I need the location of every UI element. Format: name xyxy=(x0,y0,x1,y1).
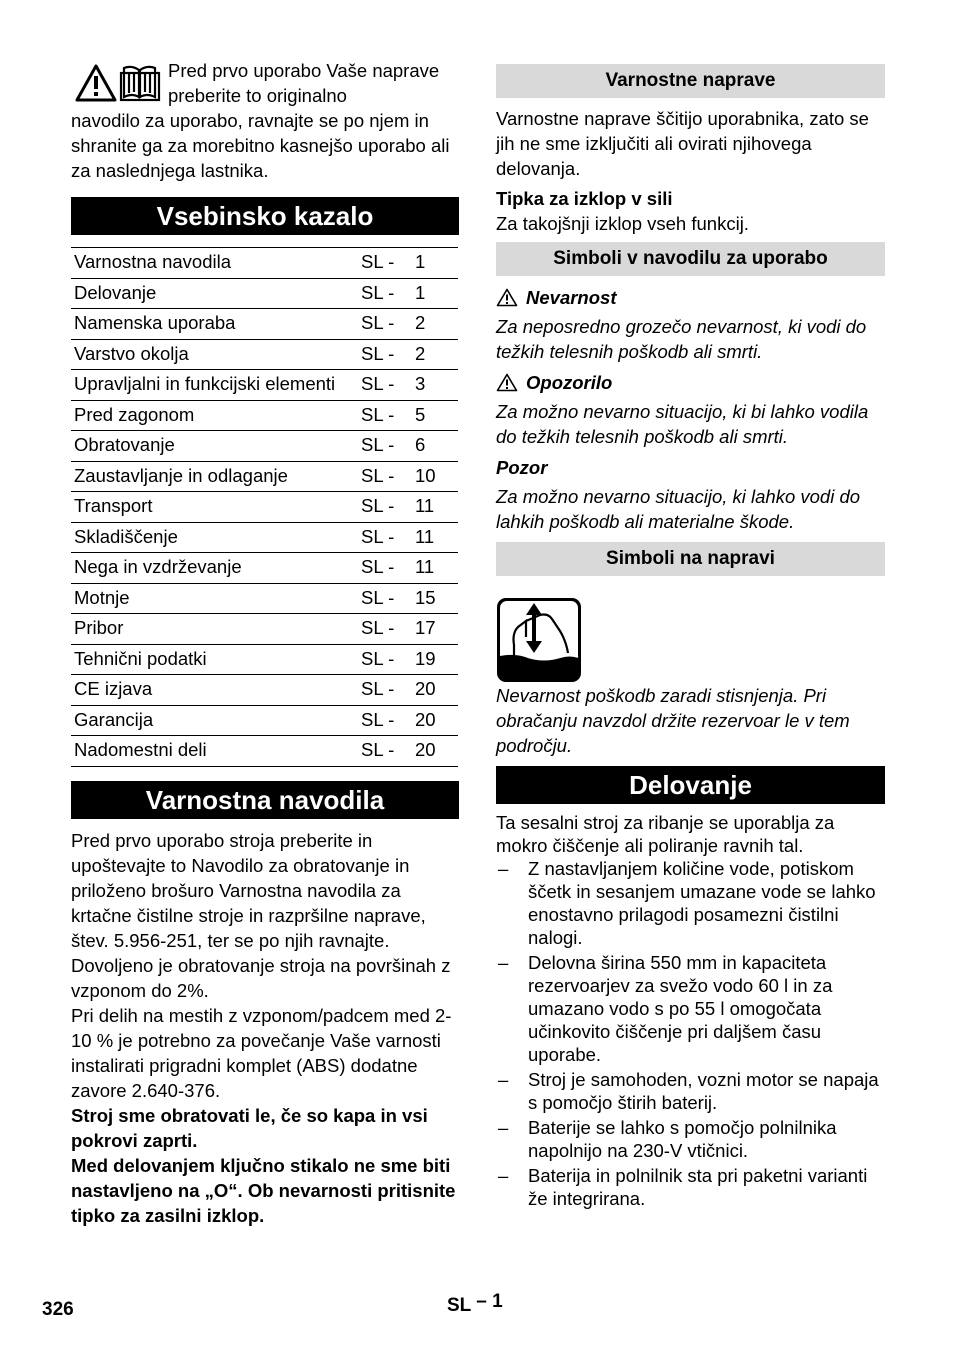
list-item: – Baterije se lahko s pomočjo polnilnika napolnijo na 230-V vtičnici. xyxy=(496,1116,885,1162)
toc-entry-page: 11 xyxy=(412,553,458,584)
toc-entry-title: Tehnični podatki xyxy=(71,644,361,675)
toc-row xyxy=(71,461,458,492)
toc-entry-title: Garancija xyxy=(71,705,361,736)
pinch-warning-text: Nevarnost poškodb zaradi stisnjenja. Pri obračanju navzdol držite rezervoar le v tem področju. xyxy=(496,685,850,756)
toc-entry-section: SL - xyxy=(361,248,412,279)
safety-title: Varnostna navodila xyxy=(71,781,459,819)
toc-entry-section: SL - xyxy=(361,309,412,340)
toc-title: Vsebinsko kazalo xyxy=(71,197,459,235)
toc-entry-page: 6 xyxy=(412,431,458,462)
footer-lang: SL xyxy=(447,1295,471,1316)
manual-book-icon xyxy=(121,67,159,100)
warning-triangle-icon xyxy=(77,66,115,100)
safety-paragraph: Pri delih na mestih z vzponom/padcem med 2-10 % je potrebno za povečanje Vaše varnosti instalirati prigradni komplet (ABS) dodatne zavore 2.640-376. xyxy=(71,1004,452,1101)
toc-entry-page: 11 xyxy=(412,492,458,523)
hand-pinch-icon xyxy=(496,597,582,683)
toc-row xyxy=(71,248,458,279)
toc-row xyxy=(71,553,458,584)
warning-text: Za možno nevarno situacijo, ki bi lahko vodila do težkih telesnih poškodb ali smrti. xyxy=(496,401,869,447)
warning-triangle-icon xyxy=(496,373,518,392)
caution-text: Za možno nevarno situacijo, ki lahko vodi do lahkih poškodb ali materialne škode. xyxy=(496,486,861,532)
devices-title: Varnostne naprave xyxy=(496,64,885,98)
toc-table xyxy=(71,247,458,767)
toc-entry-title: Zaustavljanje in odlaganje xyxy=(71,461,361,492)
toc-entry-section: SL - xyxy=(361,400,412,431)
toc-entry-section: SL - xyxy=(361,370,412,401)
toc-entry-section: SL - xyxy=(361,278,412,309)
toc-entry-section: SL - xyxy=(361,583,412,614)
toc-entry-page: 2 xyxy=(412,339,458,370)
toc-row xyxy=(71,614,458,645)
toc-entry-title: Pribor xyxy=(71,614,361,645)
toc-entry-page: 1 xyxy=(412,248,458,279)
toc-entry-title: Delovanje xyxy=(71,278,361,309)
toc-row xyxy=(71,309,458,340)
toc-row xyxy=(71,400,458,431)
toc-entry-title: Varstvo okolja xyxy=(71,339,361,370)
toc-entry-title: Transport xyxy=(71,492,361,523)
list-item: – Delovna širina 550 mm in kapaciteta rezervoarjev za svežo vodo 60 l in za umazano vodo s po 55 l omogočata učinkovito čiščenje pri daljšem času uporabe. xyxy=(496,951,885,1066)
intro-icons xyxy=(75,64,161,102)
toc-row xyxy=(71,644,458,675)
danger-text: Za neposredno grozečo nevarnost, ki vodi do težkih telesnih poškodb ali smrti. xyxy=(496,316,867,362)
right-column xyxy=(496,64,885,1210)
toc-entry-page: 10 xyxy=(412,461,458,492)
intro-text-first: Pred prvo uporabo Vaše naprave preberite to originalno xyxy=(168,60,440,106)
caution-label: Pozor xyxy=(496,457,548,478)
operation-title: Delovanje xyxy=(496,766,885,804)
toc-entry-section: SL - xyxy=(361,492,412,523)
toc-entry-title: Upravljalni in funkcijski elementi xyxy=(71,370,361,401)
devices-text: Varnostne naprave ščitijo uporabnika, zato se jih ne sme izključiti ali ovirati njihovega delovanja. xyxy=(496,108,869,179)
toc-entry-section: SL - xyxy=(361,431,412,462)
toc-entry-section: SL - xyxy=(361,705,412,736)
footer-section-page xyxy=(447,1293,503,1318)
list-item: – Stroj je samohoden, vozni motor se napaja s pomočjo štirih baterij. xyxy=(496,1068,885,1114)
intro-block xyxy=(71,58,459,183)
toc-entry-section: SL - xyxy=(361,339,412,370)
footer-page: – 1 xyxy=(476,1291,503,1312)
toc-entry-section: SL - xyxy=(361,553,412,584)
toc-entry-title: CE izjava xyxy=(71,675,361,706)
toc-entry-section: SL - xyxy=(361,614,412,645)
toc-row xyxy=(71,675,458,706)
toc-row xyxy=(71,492,458,523)
toc-row xyxy=(71,431,458,462)
list-item: – Baterija in polnilnik sta pri paketni varianti že integrirana. xyxy=(496,1164,885,1210)
operation-intro: Ta sesalni stroj za ribanje se uporablja za mokro čiščenje ali poliranje ravnih tal. xyxy=(496,812,835,856)
toc-entry-section: SL - xyxy=(361,736,412,767)
toc-entry-section: SL - xyxy=(361,644,412,675)
toc-entry-section: SL - xyxy=(361,522,412,553)
toc-entry-page: 5 xyxy=(412,400,458,431)
device-symbols-title: Simboli na napravi xyxy=(496,542,885,576)
safety-bold-paragraph: Stroj sme obratovati le, če so kapa in vsi pokrovi zaprti. xyxy=(71,1104,428,1151)
left-column xyxy=(71,58,459,1228)
toc-entry-title: Pred zagonom xyxy=(71,400,361,431)
estop-heading: Tipka za izklop v sili xyxy=(496,188,673,209)
toc-entry-page: 3 xyxy=(412,370,458,401)
toc-entry-title: Obratovanje xyxy=(71,431,361,462)
toc-entry-title: Namenska uporaba xyxy=(71,309,361,340)
toc-entry-page: 20 xyxy=(412,675,458,706)
toc-row xyxy=(71,736,458,767)
toc-entry-page: 15 xyxy=(412,583,458,614)
toc-entry-page: 11 xyxy=(412,522,458,553)
toc-row xyxy=(71,522,458,553)
toc-entry-page: 1 xyxy=(412,278,458,309)
danger-label: Nevarnost xyxy=(526,287,617,308)
toc-entry-page: 20 xyxy=(412,705,458,736)
toc-entry-page: 19 xyxy=(412,644,458,675)
toc-entry-title: Skladiščenje xyxy=(71,522,361,553)
toc-row xyxy=(71,339,458,370)
warning-triangle-icon xyxy=(496,288,518,307)
toc-row xyxy=(71,583,458,614)
danger-heading xyxy=(496,285,885,310)
toc-entry-page: 2 xyxy=(412,309,458,340)
toc-row xyxy=(71,370,458,401)
toc-entry-page: 17 xyxy=(412,614,458,645)
page-number: 326 xyxy=(42,1299,74,1320)
estop-text: Za takojšnji izklop vseh funkcij. xyxy=(496,213,749,234)
warning-label: Opozorilo xyxy=(526,372,613,393)
safety-paragraph: Pred prvo uporabo stroja preberite in upoštevajte to Navodilo za obratovanje in priloženo brošuro Varnostna navodila za krtačne čistilne stroje in razpršilne naprave, štev. 5.956-251, ter se po njih ravnajte. xyxy=(71,829,426,951)
operation-list xyxy=(496,857,885,1210)
toc-entry-title: Nega in vzdrževanje xyxy=(71,553,361,584)
toc-row xyxy=(71,278,458,309)
symbols-title: Simboli v navodilu za uporabo xyxy=(496,242,885,276)
intro-text-rest: navodilo za uporabo, ravnajte se po njem in shranite ga za morebitno kasnejšo uporabo ali za naslednjega lastnika. xyxy=(71,110,450,181)
toc-entry-section: SL - xyxy=(361,461,412,492)
safety-paragraph: Dovoljeno je obratovanje stroja na površinah z vzponom do 2%. xyxy=(71,954,451,1001)
list-item: – Z nastavljanjem količine vode, potiskom ščetk in sesanjem umazane vode se lahko enostavno prilagodi posamezni čistilni nalogi. xyxy=(496,857,885,949)
warning-heading xyxy=(496,370,885,395)
toc-entry-page: 20 xyxy=(412,736,458,767)
toc-entry-title: Nadomestni deli xyxy=(71,736,361,767)
toc-entry-title: Motnje xyxy=(71,583,361,614)
toc-entry-section: SL - xyxy=(361,675,412,706)
safety-body xyxy=(71,828,459,1228)
toc-row xyxy=(71,705,458,736)
toc-entry-title: Varnostna navodila xyxy=(71,248,361,279)
safety-bold-paragraph: Med delovanjem ključno stikalo ne sme biti nastavljeno na „O“. Ob nevarnosti pritisnite tipko za zasilni izklop. xyxy=(71,1154,456,1226)
